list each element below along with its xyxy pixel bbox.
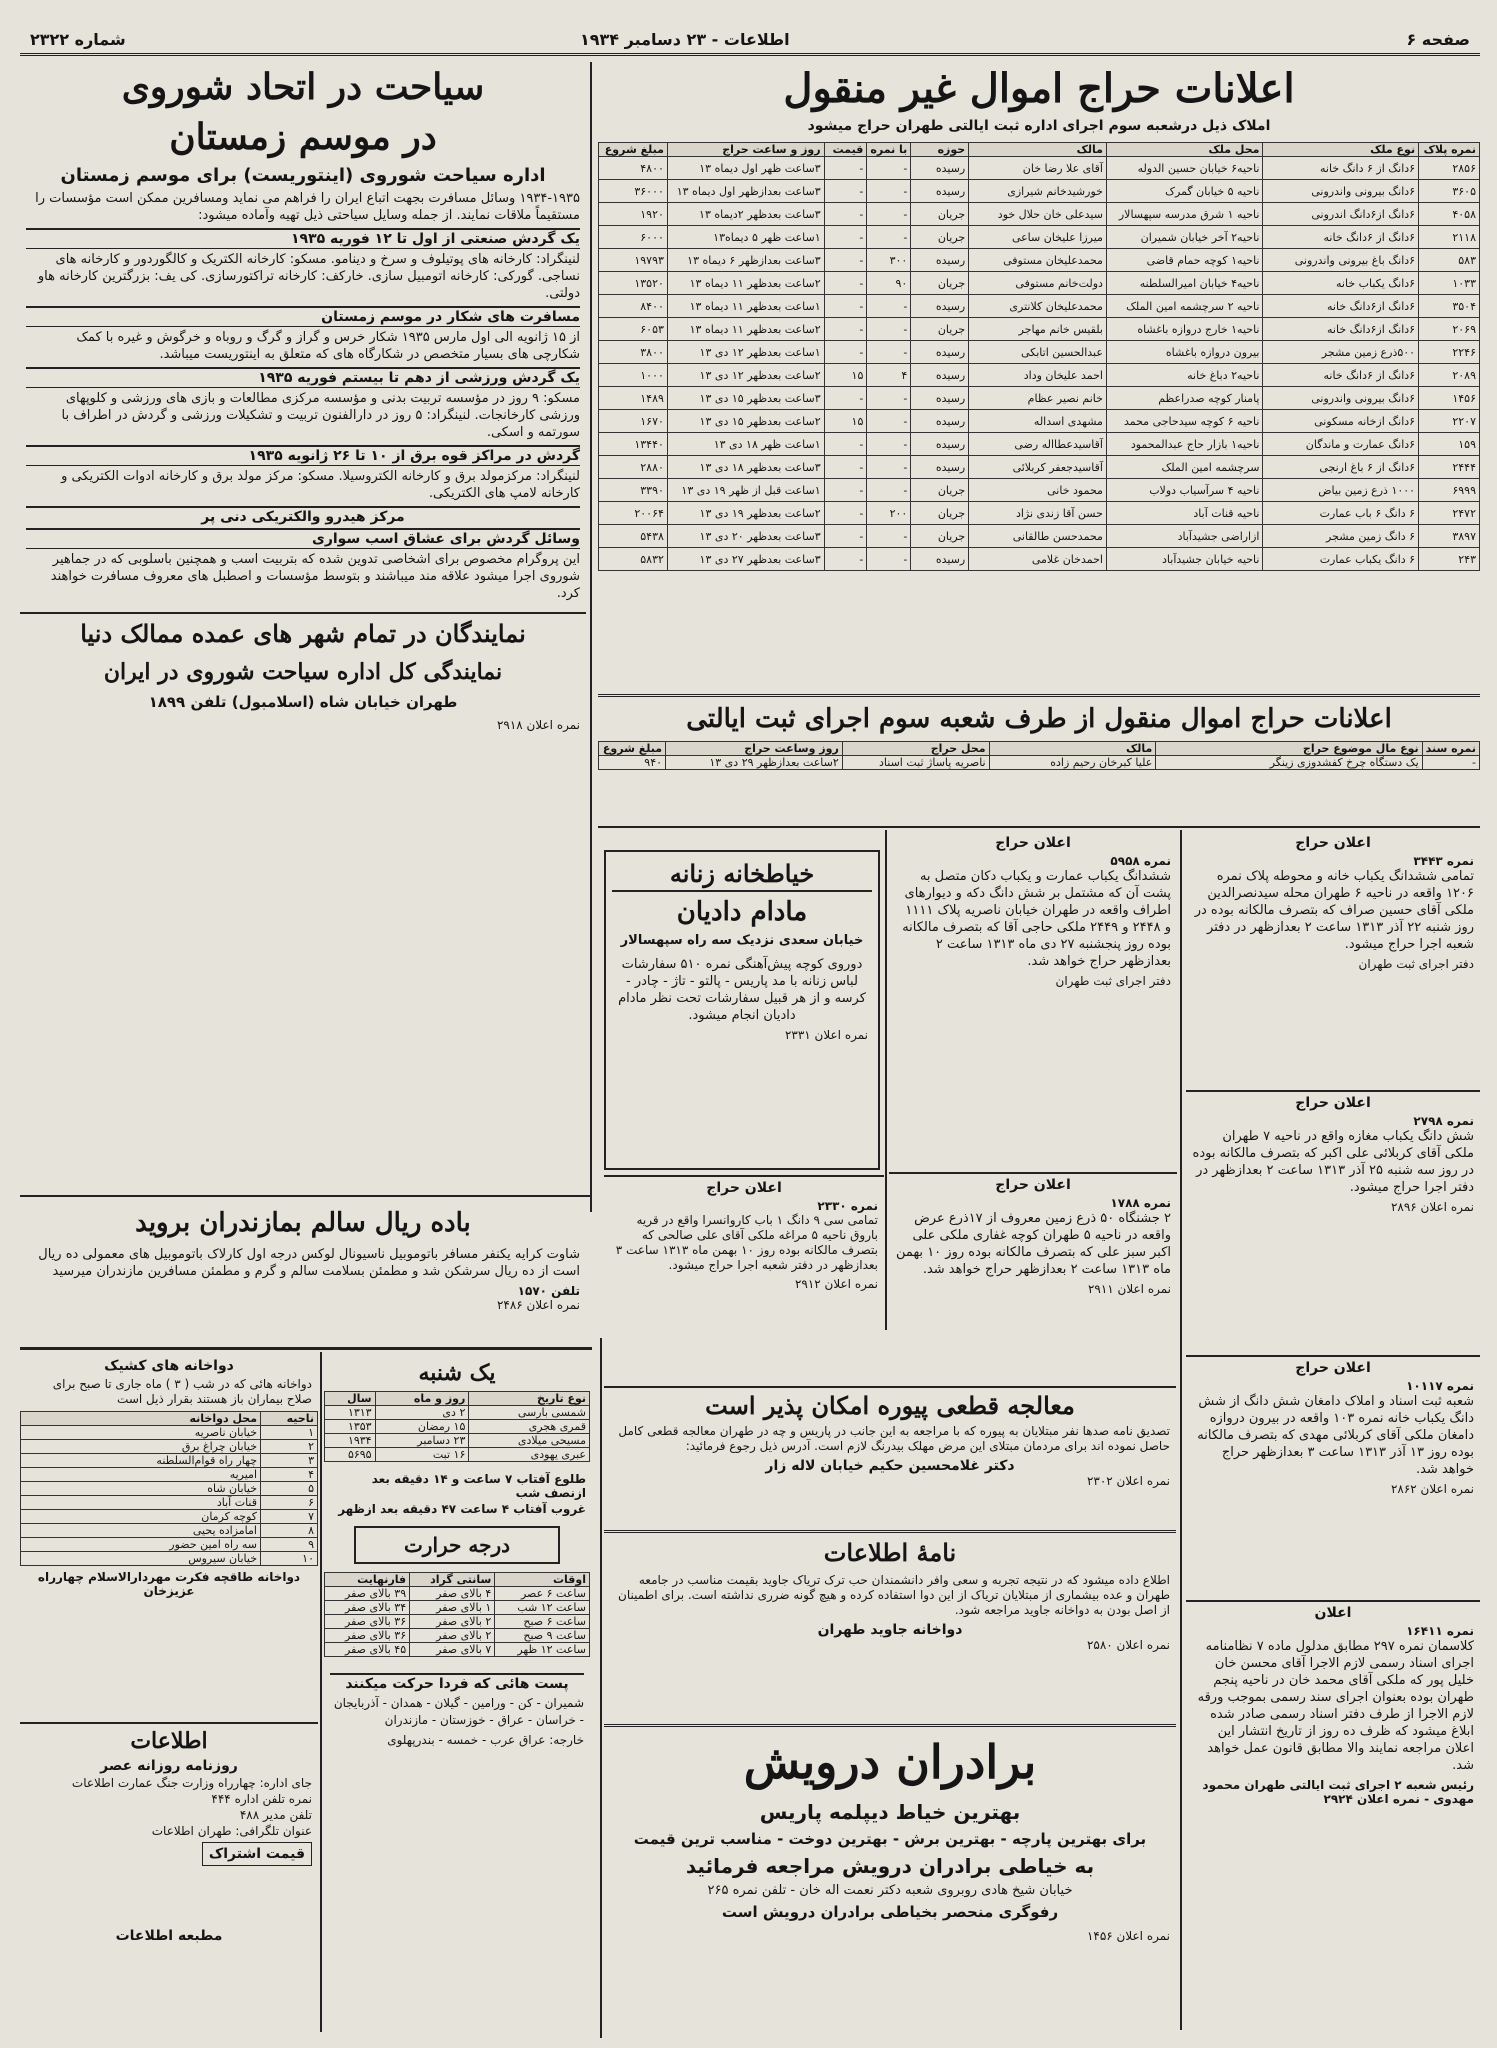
auction-movable-notice xyxy=(598,694,1480,824)
table-row: ۲۴۴۴ ۶دانگ از ۶ باغ ارنجی سرچشمه امین الملک آقاسیدجعفر کربلائی رسیده - - ۳ساعت بعدظهر ۱۸ دی ۱۳ ۲۸۸۰ xyxy=(599,456,1480,479)
table-row: ۲۸۵۶ ۶دانگ از ۶ دانگ خانه ناحیه۶ خیابان حسین الدوله آقای علا رضا خان رسیده - - ۳ساعت ظهر اول دیماه ۱۳ ۴۸۰۰ xyxy=(599,157,1480,180)
table-row: ۶ قنات آباد xyxy=(21,1496,318,1510)
soviet-travel-ad: سیاحت در اتحاد شوروی در موسم زمستان اداره سیاحت شوروی (اینتوریست) برای موسم زمستان ۱۹۳۴-۱۹۳۵ وسائل مسافرت بجهت اتباع ایران را فراهم می نماید ومسافرین ممکن است مؤسسات را مستقیماً ملاقات نمایند. از جمله وسایل سیاحتی ذیل تهیه وآماده میشود: یک گردش صنعتی از اول تا ۱۲ فوریه ۱۹۳۵ لنینگراد: کارخانه های پوتیلوف و سرخ و دینامو. مسکو: کارخانه الکتریک و کالگوردور و کارخانه های نساجی. گورکی: کارخانه اتومبیل سازی. خارکف: کارخانه تراکتورسازی. کی یف: بزرگترین کارخانه هاو دولتی. مسافرت های شکار در موسم زمستان از ۱۵ ژانویه الی اول مارس ۱۹۳۵ شکار خرس و گراز و گرگ و روباه و خرگوش و غیره با کمک شکارچی های بسیار متخصص در شکارگاه های که متعلق به اینتوریست میباشد. یک گردش ورزشی از دهم تا بیستم فوریه ۱۹۳۵ مسکو: ۹ روز در مؤسسه تربیت بدنی و مؤسسه مرکزی مطالعات و بازی های ورزشی و کلوپهای ورزشی کارخانجات. لنینگراد: ۵ روز در دارالفنون تربیت و تشکیلات ورزشی و گردش در اطراف با سورتمه و اسکی. گردش در مراکز قوه برق از ۱۰ تا ۲۶ ژانویه ۱۹۳۵ لنینگراد: مرکزمولد برق و کارخانه الکتروسیلا. مسکو: مرکز مولد برق و کارخانه ادوات الکتریکی و کارخانه لامپ های الکتریکی. مرکز هیدرو والکتریکی دنی پر وسائل گردش برای عشاق اسب سواری این پروگرام مخصوص برای اشخاصی تدوین شده که بتربیت اسب و همچنین باسلوبی که در جماهیر شوروی اجرا میشود علاقه مند میباشند و بتوسط مؤسسات و اصطبل های معروف مسافرت خواهند کرد. نمایندگان در تمام شهر های عمده ممالک دنیا نمایندگی کل اداره سیاحت شوروی در ایران طهران خیابان شاه (اسلامبول) تلفن ۱۸۹۹ نمره اعلان ۲۹۱۸ xyxy=(20,62,586,1192)
col-no: با نمره xyxy=(867,143,911,157)
newspaper-date: اطلاعات - ۲۳ دسامبر ۱۹۳۴ xyxy=(580,30,790,49)
darvish-ad: برادران درویش بهترین خیاط دیپلمه پاریس برای بهترین پارچه - بهترین برش - بهترین دوخت - مناسب ترین قیمت به خیاطی برادران درویش مراجعه فرمائید خیابان شیخ هادی روبروی شعبه دکتر نعمت اله خان - تلفن نمره ۲۶۵ رفوگری منحصر بخیاطی برادران درویش است نمره اعلان ۱۴۵۶ xyxy=(604,1724,1176,2029)
soviet-subtitle: در موسم زمستان xyxy=(169,116,437,158)
table-row: ۲۴۳ ۶ دانگ یکباب عمارت ناحیه خیابان جشیدآباد احمدخان غلامی رسیده - - ۳ساعت بعدظهر ۲۷ دی ۱۳ ۵۸۳۲ xyxy=(599,548,1480,571)
table-row: ۲۰۸۹ ۶دانگ از ۶دانگ خانه ناحیه۲ دباغ خانه احمد علیخان وداد رسیده ۴ ۱۵ ۲ساعت بعدظهر ۱۲ دی ۱۳ ۱۰۰۰ xyxy=(599,364,1480,387)
auction-notice-4: اعلان حراج نمره ۱۷۸۸ ۲ جشنگاه ۵۰ ذرع زمین معروف از ۱۷ذرع عرض واقعه در ناحیه ۵ طهران کوچه غفاری ملکی علی اکبر سبز علی که بتصرف مالکانه بوده روز ۱۰ بهمن ماه ۱۳۱۳ ساعت ۲ بعدازظهر حراج خواهد شد. نمره اعلان ۲۹۱۱ xyxy=(889,1172,1177,1382)
table-row: ۱۴۵۶ ۶دانگ بیرونی واندرونی پامنار کوچه صدراعظم خانم نصیر عظام رسیده - - ۳ساعت بعدظهر ۱۵ دی ۱۳ ۱۴۸۹ xyxy=(599,387,1480,410)
auction-immovable-table xyxy=(598,142,1480,571)
auction-notice-5: اعلان حراج نمره ۲۷۹۸ شش دانگ یکباب مغازه واقع در ناحیه ۷ طهران ملکی آقای کربلائی علی اکبر که بتصرف مالکانه بوده در روز سه شنبه ۲۵ آذر ۱۳۱۳ ساعت ۲ بعدازظهر در دفتر اجرا حراج میشود. نمره اعلان ۲۸۹۶ xyxy=(1186,1090,1480,1350)
table-row: ساعت ۶ عصر ۴ بالای صفر ۳۹ بالای صفر xyxy=(325,1587,590,1601)
auction-immovable-title: اعلانات حراج اموال غیر منقول xyxy=(783,65,1295,112)
table-row: ساعت ۹ صبح ۲ بالای صفر ۳۶ بالای صفر xyxy=(325,1629,590,1643)
table-row: ۱۰۳۳ ۶دانگ یکباب خانه ناحیه۴ خیابان امیرالسلطنه دولت‌خانم مستوفی جریان ۹۰ - ۲ساعت بعدظهر ۱۱ دیماه ۱۳ ۱۳۵۲۰ xyxy=(599,272,1480,295)
table-row: ۲۴۷۲ ۶ دانگ ۶ باب عمارت ناحیه قنات آباد حسن آقا زندی نژاد جریان ۲۰۰ - ۲ساعت بعدظهر ۱۹ دی ۱۳ ۲۰۰۶۴ xyxy=(599,502,1480,525)
table-row: ۶۹۹۹ ۱۰۰۰ ذرع زمین بیاض ناحیه ۴ سرآسیاب دولاب محمود خانی جریان - - ۱ساعت قبل از ظهر ۱۹ دی ۱۳ ۳۳۹۰ xyxy=(599,479,1480,502)
bus-mazandaran-ad: باده ریال سالم بمازندران بروید شاوت کرایه یکنفر مسافر باتوموبیل ناسیونال لوکس درجه اول کارلاک باتوموبیل های معمولی ده ریال است از ده ریال سرشکن شد و مطمئن بسلامت سالم و گرم و مطمئن مسافرین مازندران میرسید تلفن ۱۵۷۰ نمره اعلان ۲۴۸۶ xyxy=(38,1208,580,1312)
calendar-table: نوع تاریخ روز و ماه سال شمسی بارسی ۲ دی ۱۳۱۳ قمری هجری ۱۵ رمضان ۱۳۵۳ مسیحی میلادی ۲۳ دسامبر ۱۹۳۴ عبری یهودی ۱۶ تبت ۵۶۹۵ xyxy=(324,1391,590,1462)
table-row: ۲۱۱۸ ۶دانگ از ۶دانگ خانه ناحیه۲ آخر خیابان شمیران میرزا علیخان ساعی جریان - - ۱ساعت ظهر ۵ دیماه۱۳ ۶۰۰۰ xyxy=(599,226,1480,249)
pharmacy-box: دواخانه های کشیک دواخانه هائی که در شب ( ۳ ) ماه جاری تا صبح برای صلاح بیماران باز هستند بقرار ذیل است ناحیه محل دواخانه ۱ خیابان ناصریه ۲ خیابان چراغ برق ۳ چهار راه قوام‌السلطنه ۴ امیریه ۵ خیابان شاه ۶ قنات آباد ۷ کوچه کرمان ۸ امامزاده یحیی ۹ سه راه امین حضور ۱۰ خیابان سیروس دواخانه طاقچه فکرت مهردارالاسلام چهارراه عزیزخان xyxy=(20,1355,318,1760)
table-row: ۵۸۳ ۶دانگ باغ بیرونی واندرونی ناحیه۱ کوچه حمام قاضی محمدعلیخان مستوفی رسیده ۳۰۰ - ۳ساعت بعدازظهر ۶ دیماه ۱۳ ۱۹۷۹۳ xyxy=(599,249,1480,272)
temperature-table: اوقات سانتی گراد فارنهایت ساعت ۶ عصر ۴ بالای صفر ۳۹ بالای صفر ساعت ۱۲ شب ۱ بالای صفر ۳۴ بالای صفر ساعت ۶ صبح ۲ بالای صفر ۳۶ بالای صفر ساعت ۹ صبح ۲ بالای صفر ۳۶ بالای صفر ساعت ۱۲ ظهر ۷ بالای صفر ۴۵ بالای صفر xyxy=(324,1572,590,1657)
table-row: مسیحی میلادی ۲۳ دسامبر ۱۹۳۴ xyxy=(325,1434,590,1448)
col-start: مبلغ شروع xyxy=(599,143,668,157)
masthead xyxy=(20,22,1480,56)
mov-col-owner: مالک xyxy=(989,742,1156,756)
mov-col-item: نوع مال موضوع حراج xyxy=(1156,742,1422,756)
issue-number: شماره ۲۳۲۲ xyxy=(30,30,126,49)
mov-col-date: روز وساعت حراج xyxy=(666,742,843,756)
tailor-ad: خیاطخانه زنانه مادام دادیان خیابان سعدی نزدیک سه راه سپهسالار دوروی کوچه پیش‌آهنگی نمره ۵۱۰ سفارشات لباس زنانه با مد پاریس - پالتو - تاژ - چادر - کرسه و از هر قبیل سفارشات تحت نظر مادام دادیان انجام میشود. نمره اعلان ۲۳۳۱ xyxy=(604,850,880,1170)
auction-notice-6: اعلان حراج نمره ۱۰۱۱۷ شعبه ثبت اسناد و املاک دامغان شش دانگ از شش دانگ یکباب خانه نمره ۱۰۳ واقعه در بیرون دروازه دامغان ملکی آقای کربلائی مهدی که بتصرف مالکانه بوده روز ۱۳ آذر ۱۳۱۳ ساعت ۳ بعدازظهر حراج خواهد شد. نمره اعلان ۲۸۶۲ xyxy=(1186,1355,1480,1595)
table-row: - یک دستگاه چرخ کفشدوزی زینگر علیا کبرخان رحیم زاده ناصریه پاساژ ثبت اسناد ۲ساعت بعدازظهر ۲۹ دی ۱۳ ۹۴۰ xyxy=(599,756,1480,770)
table-row: قمری هجری ۱۵ رمضان ۱۳۵۳ xyxy=(325,1420,590,1434)
table-row: ۷ کوچه کرمان xyxy=(21,1510,318,1524)
table-row: ۱۰ خیابان سیروس xyxy=(21,1552,318,1566)
calendar-box: یک شنبه نوع تاریخ روز و ماه سال شمسی بارسی ۲ دی ۱۳۱۳ قمری هجری ۱۵ رمضان ۱۳۵۳ مسیحی میلادی ۲۳ دسامبر ۱۹۳۴ عبری یهودی ۱۶ تبت ۵۶۹۵ طلوع آفتاب ۷ ساعت و ۱۴ دقیقه بعد ازنصف شب غروب آفتاب ۴ ساعت ۴۷ دقیقه بعد ازظهر درجه حرارت اوقات سانتی گراد فارنهایت ساعت ۶ عصر ۴ بالای صفر ۳۹ بالای صفر ساعت ۱۲ شب ۱ بالای صفر ۳۴ بالای صفر ساعت ۶ صبح ۲ بالای صفر ۳۶ بالای صفر ساعت ۹ صبح ۲ بالای صفر ۳۶ بالای صفر ساعت ۱۲ ظهر ۷ بالای صفر ۴۵ بالای صفر پست هائی که فردا حرکت میکنند شمیران - کن - ورامین - گیلان - همدان - آذربایجان - خراسان - عراق - خوزستان - مازندران خارجه: عراق عرب - خمسه - بندرپهلوی xyxy=(324,1355,590,2030)
table-row: ۲۰۶۹ ۶دانگ از۶دانگ خانه ناحیه۱ خارج دروازه باغشاه بلقیس خانم مهاجر جریان - - ۲ساعت بعدظهر ۱۱ دیماه ۱۳ ۶۰۵۳ xyxy=(599,318,1480,341)
table-row: ۴ امیریه xyxy=(21,1468,318,1482)
pharmacy-table: ناحیه محل دواخانه ۱ خیابان ناصریه ۲ خیابان چراغ برق ۳ چهار راه قوام‌السلطنه ۴ امیریه ۵ خیابان شاه ۶ قنات آباد ۷ کوچه کرمان ۸ امامزاده یحیی ۹ سه راه امین حضور ۱۰ خیابان سیروس xyxy=(20,1411,318,1566)
table-row: ۸ امامزاده یحیی xyxy=(21,1524,318,1538)
soviet-title: سیاحت در اتحاد شوروی xyxy=(121,66,485,108)
table-row: ۲ خیابان چراغ برق xyxy=(21,1440,318,1454)
mov-col-start: مبلغ شروع xyxy=(599,742,666,756)
auction-notice-3: اعلان حراج نمره ۲۳۳۰ تمامی سی ۹ دانگ ۱ باب کاروانسرا واقع در قریه باروق ناحیه ۵ مراغه ملکی آقای علی صالحی که بتصرف مالکانه بوده روز ۱۰ بهمن ماه ۱۳۱۳ ساعت ۳ بعدازظهر در دفتر شعبه اجرا حراج میشود. نمره اعلان ۲۹۱۲ xyxy=(604,1175,884,1340)
auction-notice-2: اعلان حراج نمره ۵۹۵۸ ششدانگ یکباب عمارت و یکباب دکان متصل به پشت آن که مشتمل بر شش دانگ دکه و دیوارهای اطراف واقعه در طهران خیابان ناصریه پلاک ۱۱۱۱ و ۲۴۴۸ و ۲۴۴۹ ملکی حاجی آقا که بتصرف مالکانه بوده روز پنجشنبه ۲۷ دی ماه ۱۳۱۳ ساعت ۲ بعدازظهر حراج خواهد شد. دفتر اجرای ثبت طهران xyxy=(902,835,1171,988)
table-row: ۴۰۵۸ ۶دانگ از۶دانگ اندرونی ناحیه ۱ شرق مدرسه سپهسالار سیدعلی خان حلال خود جریان - - ۳ساعت بعدظهر ۲دیماه ۱۳ ۱۹۲۰ xyxy=(599,203,1480,226)
table-row: عبری یهودی ۱۶ تبت ۵۶۹۵ xyxy=(325,1448,590,1462)
doctor-ad: معالجه قطعی پیوره امکان پذیر است تصدیق نامه صدها نفر مبتلایان به پیوره که با مراجعه به این جانب در پاریس و چه در طهران معالجه قطعی کامل حاصل نموده اند برای مردمان مبتلای این مرض مهلک بیدرنگ لازم است. آدرس ذیل رجوع فرمائید: دکتر غلامحسین حکیم خیابان لاله زار نمره اعلان ۲۳۰۲ xyxy=(604,1386,1176,1526)
auction-immovable-notice xyxy=(598,62,1480,687)
col-date: روز و ساعت حراج xyxy=(667,143,824,157)
table-row: ۱۵۹ ۶دانگ عمارت و ماندگان ناحیه۱ بازار حاج عبدالمحمود آقاسیدعطااله رضی رسیده - - ۱ساعت ظهر ۱۸ دی ۱۳ ۱۳۴۴۰ xyxy=(599,433,1480,456)
table-row: ۵ خیابان شاه xyxy=(21,1482,318,1496)
table-row: ساعت ۱۲ شب ۱ بالای صفر ۳۴ بالای صفر xyxy=(325,1601,590,1615)
table-row: ۱ خیابان ناصریه xyxy=(21,1426,318,1440)
auction-movable-title: اعلانات حراج اموال منقول از طرف شعبه سوم اجرای ثبت ایالتی xyxy=(686,704,1392,734)
col-status: حوزه xyxy=(911,143,969,157)
col-price: قیمت xyxy=(824,143,867,157)
auction-immovable-subtitle: املاک ذیل درشعبه سوم اجرای اداره ثبت ایالتی طهران حراج میشود xyxy=(807,118,1271,134)
table-row: ساعت ۶ صبح ۲ بالای صفر ۳۶ بالای صفر xyxy=(325,1615,590,1629)
table-row: ۳ چهار راه قوام‌السلطنه xyxy=(21,1454,318,1468)
auction-movable-table xyxy=(598,741,1480,770)
auction-notice-1: اعلان حراج نمره ۳۴۴۳ تمامی ششدانگ یکباب خانه و محوطه پلاک نمره ۱۲۰۶ واقعه در ناحیه ۶ طهران محله سیدنصرالدین ملکی آقای حسین صراف که بتصرف مالکانه بوده در روز شنبه ۲۲ آذر ۱۳۱۳ ساعت ۲ بعدازظهر در دفتر شعبه اجرا حراج میشود. دفتر اجرای ثبت طهران xyxy=(1194,835,1474,971)
col-location: محل ملک xyxy=(1106,143,1263,157)
jawid-ad: نامهٔ اطلاعات اطلاع داده میشود که در نتیجه تجربه و سعی وافر دانشمندان حب ترک تریاک جاوید بقیمت مناسب در جامعه طهران و عده بیشماری از مبتلایان تریاک از این دوا استفاده کرده و هیچ گونه ضرری نداشته است. برای اطمینان از اصل بودن به دواخانه جاوید مراجعه شود. دواخانه جاوید طهران نمره اعلان ۲۵۸۰ xyxy=(604,1530,1176,1720)
table-row: ۳۸۹۷ ۶ دانگ زمین مشجر ازاراضی جشیدآباد محمدحسن طالقانی جریان - - ۳ساعت بعدظهر ۲۰ دی ۱۳ ۵۴۳۸ xyxy=(599,525,1480,548)
table-row: ساعت ۱۲ ظهر ۷ بالای صفر ۴۵ بالای صفر xyxy=(325,1643,590,1657)
auction-notice-7: اعلان نمره ۱۶۴۱۱ کلاسمان نمره ۲۹۷ مطابق مدلول ماده ۷ نظامنامه اجرای اسناد رسمی لازم الاجرا آقای محسن خان خلیل پور که ملکی آقای محمد خان در ناحیه پنجم طهران بوده بعنوان اجرای سند رسمی بموجب ورقه لازم الاجرا از طرف دفتر اسناد رسمی صادر شده ابلاغ میشود که ظرف ده روز از تاریخ انتشار این اعلان مراجعه نمایند والا مطابق قانون عمل خواهد شد. رئیس شعبه ۲ اجرای ثبت ایالتی طهران محمود مهدوی - نمره اعلان ۲۹۲۴ xyxy=(1186,1600,1480,2030)
page-number: صفحه ۶ xyxy=(1406,30,1470,49)
table-row: ۲۲۰۷ ۶دانگ ازخانه مسکونی ناحیه ۶ کوچه سیدحاجی محمد مشهدی اسداله رسیده - ۱۵ ۲ساعت بعدظهر ۱۵ دی ۱۳ ۱۶۷۰ xyxy=(599,410,1480,433)
table-row: ۹ سه راه امین حضور xyxy=(21,1538,318,1552)
table-row: شمسی بارسی ۲ دی ۱۳۱۳ xyxy=(325,1406,590,1420)
ettelaat-info-box: اطلاعات روزنامه روزانه عصر جای اداره: چهارراه وزارت جنگ عمارت اطلاعات نمره تلفن اداره ۴۴۴ تلفن مدیر ۴۸۸ عنوان تلگرافی: طهران اطلاعات قیمت اشتراک مطبعه اطلاعات xyxy=(20,1722,318,2030)
col-type: نوع ملک xyxy=(1263,143,1419,157)
col-plate: نمره پلاک xyxy=(1419,143,1480,157)
table-row: ۳۵۰۴ ۶دانگ از۶دانگ خانه ناحیه ۲ سرچشمه امین الملک محمدعلیخان کلانتری رسیده - - ۱ساعت بعدظهر ۱۱ دیماه ۱۳ ۸۴۰۰ xyxy=(599,295,1480,318)
col-owner: مالک xyxy=(969,143,1107,157)
mov-col-doc: نمره سند xyxy=(1422,742,1479,756)
mov-col-place: محل حراج xyxy=(842,742,989,756)
table-row: ۲۲۴۶ ۵۰۰ذرع زمین مشجر بیرون دروازه باغشاه عبدالحسین اتابکی رسیده - - ۱ساعت بعدظهر ۱۲ دی ۱۳ ۳۸۰۰ xyxy=(599,341,1480,364)
table-row: ۳۶۰۵ ۶دانگ بیرونی واندرونی ناحیه ۵ خیابان گمرک خورشیدخانم شیرازی رسیده - - ۳ساعت بعدازظهر اول دیماه ۱۳ ۳۶۰۰۰ xyxy=(599,180,1480,203)
